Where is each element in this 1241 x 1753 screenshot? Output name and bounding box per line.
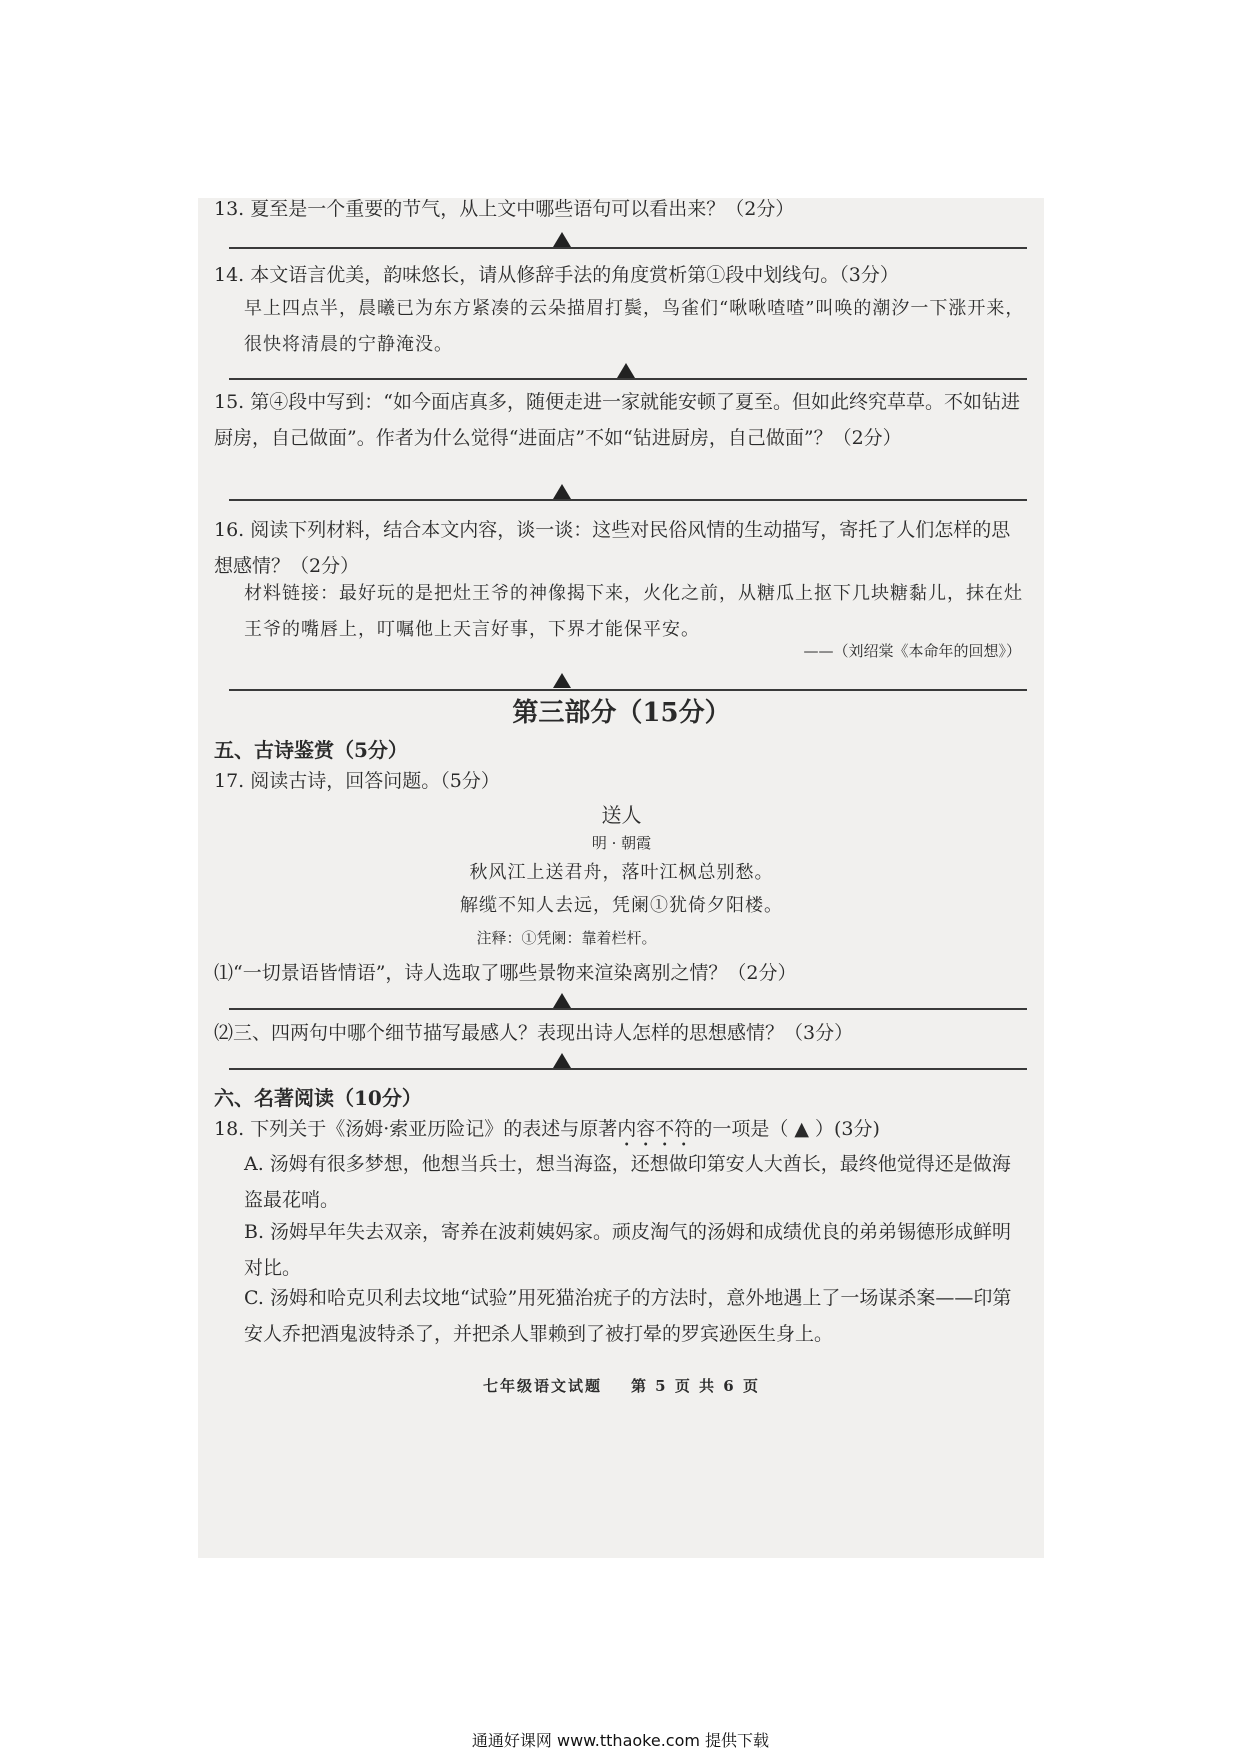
q18-emphasis: 内容不符: [617, 1118, 694, 1140]
question-16: 16. 阅读下列材料，结合本文内容，谈一谈：这些对民俗风情的生动描写，寄托了人们怎样的思想感情？（2分）: [214, 519, 1011, 577]
answer-marker-triangle: [553, 673, 571, 688]
poem-line-2: 解缆不知人去远，凭阑①犹倚夕阳楼。: [460, 895, 783, 916]
q14-quoted-sentence: 早上四点半，晨曦已为东方紧凑的云朵描眉打鬓，鸟雀们“啾啾喳喳”叫唤的潮汐一下涨开来，很快将清晨的宁静淹没。: [244, 298, 1025, 355]
question-13: 13. 夏至是一个重要的节气，从上文中哪些语句可以看出来？（2分）: [214, 198, 795, 220]
section-6-title: 六、名著阅读（10分）: [214, 1086, 422, 1110]
poem-title: 送人: [601, 803, 642, 827]
answer-line: [229, 499, 1027, 501]
download-credit: 通通好课网 www.tthaoke.com 提供下载: [471, 1731, 770, 1750]
question-14: 14. 本文语言优美，韵味悠长，请从修辞手法的角度赏析第①段中划线句。（3分）: [214, 264, 899, 286]
question-17-2: ⑵三、四两句中哪个细节描写最感人？表现出诗人怎样的思想感情？（3分）: [214, 1022, 854, 1044]
q18-option-b: B. 汤姆早年失去双亲，寄养在波莉姨妈家。顽皮淘气的汤姆和成绩优良的弟弟锡德形成鲜明对比。: [244, 1221, 1012, 1279]
q18-option-c: C. 汤姆和哈克贝利去坟地“试验”用死猫治疣子的方法时，意外地遇上了一场谋杀案——印第安人乔把酒鬼波特杀了，并把杀人罪赖到了被打晕的罗宾逊医生身上。: [244, 1287, 1012, 1345]
question-18: [214, 1111, 1029, 1151]
q18-stem-start: 18. 下列关于《汤姆·索亚历险记》的表述与原著: [214, 1118, 618, 1140]
answer-marker-triangle: [553, 993, 571, 1008]
footer-title: 七年级语文试题: [483, 1377, 603, 1395]
answer-marker-triangle: [553, 1053, 571, 1068]
section-5-title: 五、古诗鉴赏（5分）: [214, 738, 408, 762]
question-17-1: ⑴“一切景语皆情语”，诗人选取了哪些景物来渲染离别之情？（2分）: [214, 962, 797, 984]
q18-option-a: A. 汤姆有很多梦想，他想当兵士，想当海盗，还想做印第安人大酋长，最终他觉得还是做海盗最花哨。: [244, 1153, 1011, 1211]
answer-line: [229, 247, 1027, 249]
answer-line: [229, 1008, 1027, 1010]
answer-marker-triangle: [553, 232, 571, 247]
answer-line: [229, 1068, 1027, 1070]
q18-stem-end: 的一项是（ ▲ ）(3分): [693, 1118, 880, 1140]
poem-author: 明 · 朝霞: [591, 834, 652, 852]
poem-line-1: 秋风江上送君舟，落叶江枫总别愁。: [469, 862, 774, 883]
question-15: 15. 第④段中写到：“如今面店真多，随便走进一家就能安顿了夏至。但如此终究草草。不如钻进厨房，自己做面”。作者为什么觉得“进面店”不如“钻进厨房，自己做面”？（2分）: [214, 391, 1020, 449]
page-footer: [214, 1368, 1029, 1404]
part-3-title: 第三部分（15分）: [512, 698, 731, 728]
answer-line: [229, 378, 1027, 380]
poem-note: 注释：①凭阑：靠着栏杆。: [476, 929, 657, 947]
answer-marker-triangle: [553, 484, 571, 499]
q16-material: 材料链接：最好玩的是把灶王爷的神像揭下来，火化之前，从糖瓜上抠下几块糖黏儿，抹在灶王爷的嘴唇上，叮嘱他上天言好事，下界才能保平安。: [244, 583, 1023, 640]
q16-source: ——（刘绍棠《本命年的回想》）: [803, 642, 1021, 660]
footer-page-number: 第 5 页 共 6 页: [630, 1377, 760, 1395]
answer-line: [229, 689, 1027, 691]
question-17: 17. 阅读古诗，回答问题。（5分）: [214, 770, 500, 792]
answer-marker-triangle: [617, 363, 635, 378]
